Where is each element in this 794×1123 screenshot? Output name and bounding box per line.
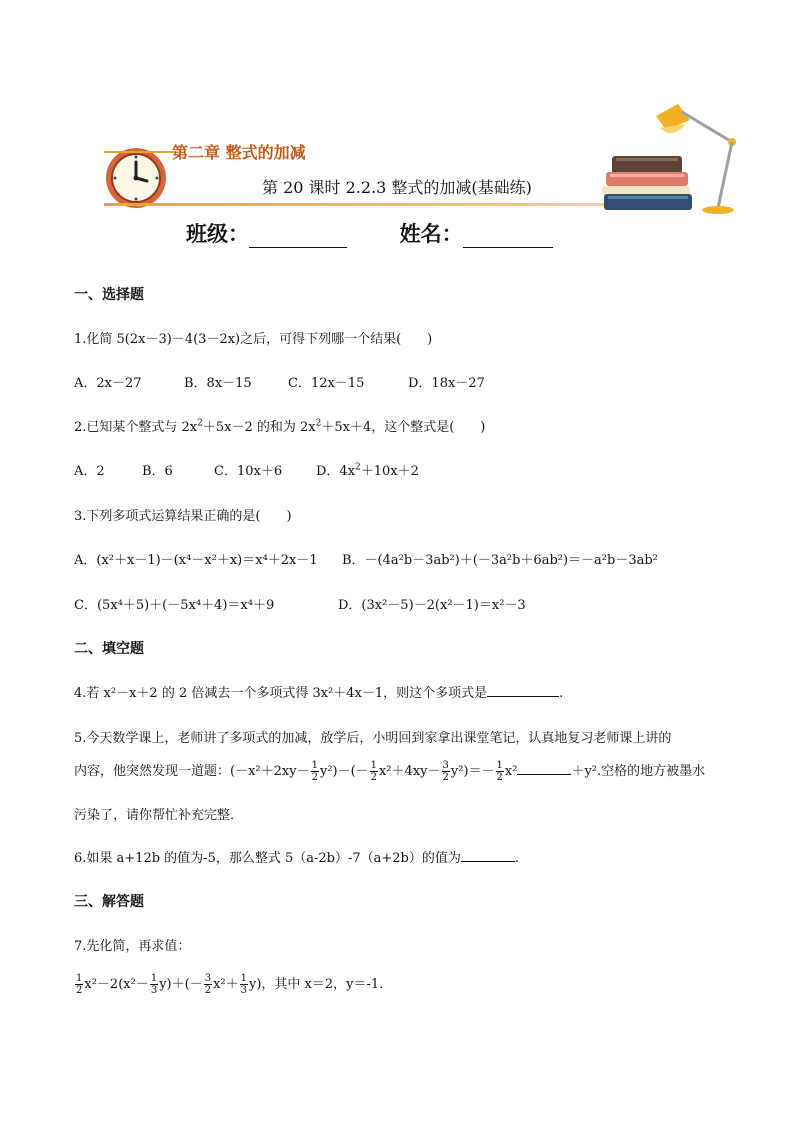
name-blank[interactable] bbox=[463, 225, 553, 248]
q7-part: x²＋ bbox=[213, 977, 239, 992]
q1-option-d[interactable]: D．18x－27 bbox=[408, 376, 485, 391]
question-1: 1.化简 5(2x－3)－4(3－2x)之后，可得下列哪一个结果( ) bbox=[74, 332, 433, 347]
q5-part: y²)＝－ bbox=[450, 764, 495, 779]
q5-part: ＋y².空格的地方被墨水 bbox=[571, 764, 706, 779]
question-4 bbox=[74, 682, 563, 701]
class-label: 班级： bbox=[186, 222, 249, 246]
lesson-title: 第 20 课时 2.2.3 整式的加减(基础练) bbox=[262, 178, 532, 197]
q2-option-a[interactable]: A．2 bbox=[74, 464, 105, 479]
frac-den: 2 bbox=[76, 985, 83, 996]
q4-answer-blank[interactable] bbox=[487, 682, 559, 697]
question-6 bbox=[74, 847, 519, 866]
q6-answer-blank[interactable] bbox=[461, 847, 515, 862]
q5-part: x²＋4xy－ bbox=[379, 764, 441, 779]
frac-den: 2 bbox=[311, 772, 318, 783]
q2-stem-part: ＋5x＋4，这个整式是( ) bbox=[321, 420, 486, 435]
q5-fraction bbox=[442, 760, 450, 783]
q5-fraction bbox=[311, 760, 319, 783]
name-label: 姓名： bbox=[399, 222, 463, 246]
q4-end: . bbox=[559, 686, 564, 701]
q7-part: y)，其中 x＝2，y＝-1. bbox=[248, 977, 384, 992]
q7-fraction bbox=[204, 973, 212, 996]
question-5-line2 bbox=[74, 760, 705, 783]
q5-part: 内容，他突然发现一道题：(－x²＋2xy－ bbox=[74, 764, 310, 779]
books-and-lamp-icon bbox=[600, 96, 744, 216]
q6-end: . bbox=[514, 851, 520, 866]
frac-num: 1 bbox=[240, 973, 247, 984]
frac-num: 1 bbox=[311, 760, 318, 771]
frac-den: 2 bbox=[370, 772, 378, 783]
q5-fraction bbox=[370, 760, 378, 783]
section-choice: 一、选择题 bbox=[74, 287, 144, 303]
chapter-title: 第二章 整式的加减 bbox=[172, 143, 306, 162]
frac-den: 3 bbox=[240, 985, 247, 996]
q2-stem-part: 2.已知某个整式与 2x bbox=[74, 420, 198, 435]
frac-num: 1 bbox=[496, 760, 503, 771]
q6-stem: 6.如果 a+12b 的值为-5，那么整式 5（a-2b）-7（a+2b）的值为 bbox=[74, 851, 461, 866]
question-2: 2.已知某个整式与 $2x^2+5x-2$ 的和为 $2x^2+5x+4$，这个整式是( ) bbox=[74, 418, 486, 435]
q1-option-b[interactable]: B．8x－15 bbox=[184, 376, 252, 391]
question-3-options-row2 bbox=[74, 594, 526, 613]
q5-answer-blank[interactable] bbox=[517, 760, 571, 775]
class-name-line bbox=[186, 218, 553, 248]
clock-icon bbox=[104, 146, 168, 210]
frac-num: 1 bbox=[76, 973, 83, 984]
frac-den: 3 bbox=[150, 985, 158, 996]
section-fill: 二、填空题 bbox=[74, 641, 144, 657]
q2-option-d-part: D．4x bbox=[316, 464, 356, 479]
question-2-options bbox=[74, 460, 419, 479]
question-3: 3.下列多项式运算结果正确的是( ) bbox=[74, 509, 292, 524]
q7-part: y)＋(－ bbox=[159, 977, 203, 992]
question-7-expression bbox=[74, 973, 383, 996]
frac-num: 3 bbox=[442, 760, 449, 771]
q4-stem: 4.若 x²－x＋2 的 2 倍减去一个多项式得 3x²＋4x－1，则这个多项式是 bbox=[74, 686, 488, 701]
frac-den: 2 bbox=[204, 985, 212, 996]
header-accent-line bbox=[104, 151, 174, 153]
section-answer: 三、解答题 bbox=[74, 894, 144, 910]
q2-option-c[interactable]: C．10x＋6 bbox=[214, 464, 283, 479]
q5-part: y²)－(－ bbox=[319, 764, 369, 779]
q2-option-d[interactable]: D．$4x^2+10x+2$ bbox=[316, 462, 419, 479]
q1-option-a[interactable]: A．2x－27 bbox=[74, 376, 142, 391]
q3-option-a[interactable]: A．(x²＋x－1)－(x⁴－x²＋x)＝x⁴＋2x－1 bbox=[74, 553, 318, 568]
q7-fraction bbox=[240, 973, 248, 996]
frac-den: 2 bbox=[496, 772, 503, 783]
q2-option-b[interactable]: B．6 bbox=[142, 464, 173, 479]
q3-option-b[interactable]: B．－(4a²b－3ab²)＋(－3a²b＋6ab²)＝－a²b－3ab² bbox=[342, 553, 658, 568]
question-7: 7.先化简，再求值： bbox=[74, 939, 191, 954]
class-blank[interactable] bbox=[249, 225, 347, 248]
q7-fraction bbox=[75, 973, 83, 996]
q3-option-c[interactable]: C．(5x⁴＋5)＋(－5x⁴＋4)＝x⁴＋9 bbox=[74, 598, 275, 613]
q2-stem-part: ＋5x－2 的和为 2x bbox=[202, 420, 316, 435]
q5-part: x² bbox=[504, 764, 518, 779]
q1-option-c[interactable]: C．12x－15 bbox=[288, 376, 365, 391]
frac-num: 1 bbox=[370, 760, 378, 771]
frac-den: 2 bbox=[442, 772, 449, 783]
q7-part: x²－2(x²－ bbox=[84, 977, 149, 992]
frac-num: 3 bbox=[204, 973, 212, 984]
q5-fraction bbox=[496, 760, 504, 783]
header-rule bbox=[104, 203, 664, 206]
q7-fraction bbox=[150, 973, 158, 996]
question-3-options-row1 bbox=[74, 549, 658, 568]
q3-option-d[interactable]: D．(3x²－5)－2(x²－1)＝x²－3 bbox=[338, 598, 526, 613]
question-5-line1: 5.今天数学课上，老师讲了多项式的加减，放学后，小明回到家拿出课堂笔记，认真地复习老师课上讲的 bbox=[74, 731, 672, 746]
q2-option-d-part: ＋10x＋2 bbox=[360, 464, 419, 479]
question-1-options bbox=[74, 372, 485, 391]
frac-num: 1 bbox=[150, 973, 158, 984]
question-5-line3: 污染了，请你帮忙补充完整． bbox=[74, 808, 244, 823]
